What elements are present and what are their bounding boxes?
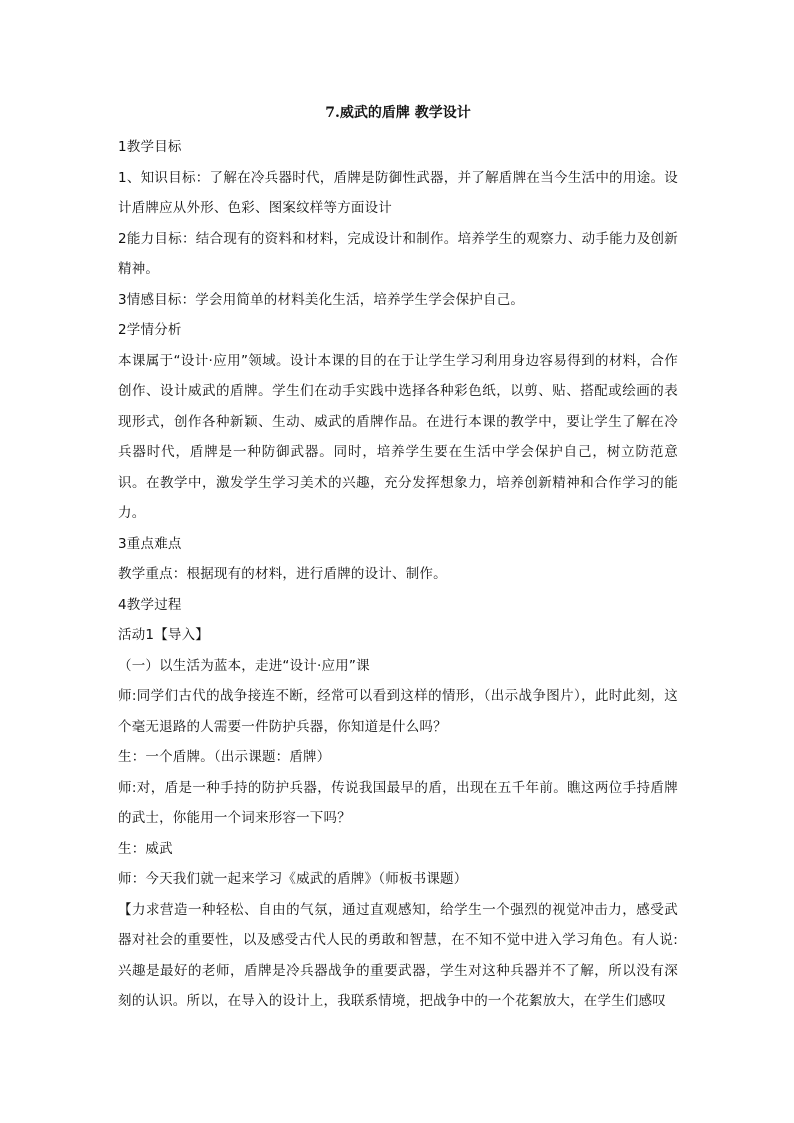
document-body xyxy=(118,102,678,1017)
activity-heading: 活动1【导入】 xyxy=(118,627,209,643)
section-heading-teaching-goals: 1教学目标 xyxy=(118,139,182,155)
paragraph-ability-goal: 2能力目标：结合现有的资料和材料，完成设计和制作。培养学生的观察力、动手能力及创新精神。 xyxy=(118,230,678,277)
dialogue-student-2: 生：威武 xyxy=(118,840,173,857)
subsection-heading: （一）以生活为蓝本，走进“设计·应用”课 xyxy=(118,657,370,674)
paragraph-key-points: 教学重点：根据现有的材料，进行盾牌的设计、制作。 xyxy=(118,566,447,582)
section-heading-key-points: 3重点难点 xyxy=(118,535,182,552)
paragraph-knowledge-goal: 1、知识目标：了解在冷兵器时代，盾牌是防御性武器，并了解盾牌在当今生活中的用途。设计盾牌应从外形、色彩、图案纹样等方面设计 xyxy=(118,169,678,216)
document-title: 7.威武的盾牌 教学设计 xyxy=(325,105,471,121)
dialogue-teacher-3: 师：今天我们就一起来学习《威武的盾牌》（师板书课题） xyxy=(118,871,468,887)
paragraph-design-note: 【力求营造一种轻松、自由的气氛，通过直观感知，给学生一个强烈的视觉冲击力，感受武器对社会的重要性，以及感受古代人民的勇敢和智慧，在不知不觉中进入学习角色。有人说:兴趣是最好的老师，盾牌是冷兵器战争的重要武器，学生对这种兵器并不了解，所以没有深刻的认识。所以，在导入的设计上，我联系情境，把战争中的一个花絮放大，在学生们感叹 xyxy=(118,901,678,1009)
section-heading-student-analysis: 2学情分析 xyxy=(118,322,182,338)
dialogue-teacher-1: 师:同学们古代的战争接连不断，经常可以看到这样的情形，（出示战争图片），此时此刻，这个毫无退路的人需要一件防护兵器，你知道是什么吗？ xyxy=(118,688,678,735)
section-heading-teaching-process: 4教学过程 xyxy=(118,596,182,613)
dialogue-teacher-2: 师:对，盾是一种手持的防护兵器，传说我国最早的盾，出现在五千年前。瞧这两位手持盾牌的武士，你能用一个词来形容一下吗？ xyxy=(118,779,678,826)
paragraph-student-analysis: 本课属于“设计·应用”领域。设计本课的目的在于让学生学习利用身边容易得到的材料，合作创作、设计威武的盾牌。学生们在动手实践中选择各种彩色纸，以剪、贴、搭配或绘画的表现形式，创作各种新颖、生动、威武的盾牌作品。在进行本课的教学中，要让学生了解在冷兵器时代，盾牌是一种防御武器。同时，培养学生要在生活中学会保护自己，树立防范意识。在教学中，激发学生学习美术的兴趣，充分发挥想象力，培养创新精神和合作学习的能力。 xyxy=(118,352,678,521)
paragraph-emotion-goal: 3情感目标：学会用简单的材料美化生活，培养学生学会保护自己。 xyxy=(118,291,525,308)
dialogue-student-1: 生：一个盾牌。（出示课题：盾牌） xyxy=(118,749,331,765)
